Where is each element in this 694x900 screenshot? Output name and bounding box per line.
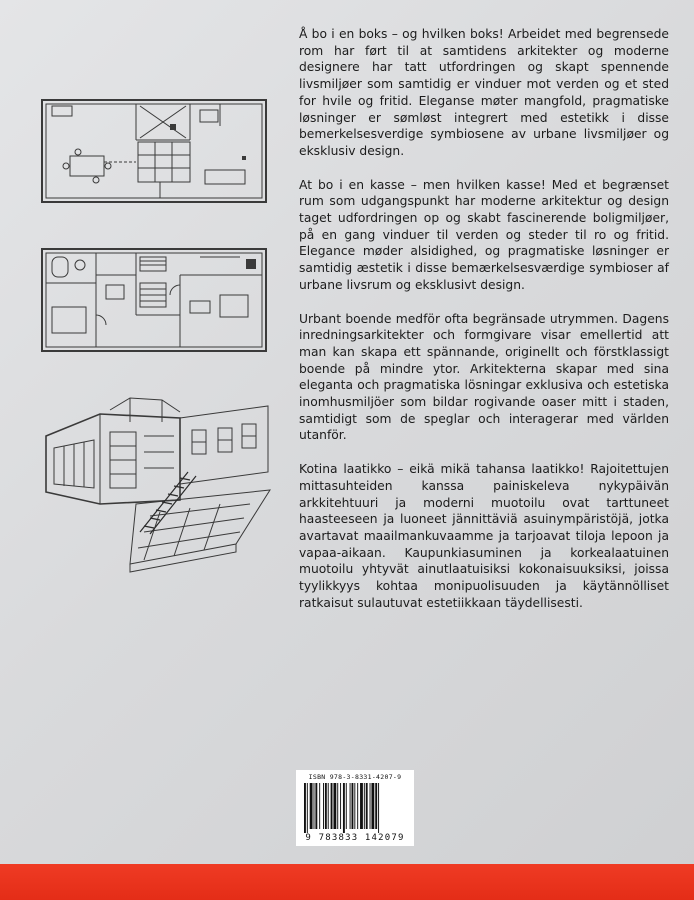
blurb-paragraph-swedish: Urbant boende medför ofta begränsade utrymmen. Dagens inredningsarkitekter och formgivare visar emellertid att man kan skapa ett spännande, originellt och förstklassigt boende på mindre ytor. Arkitekterna skapar med sina eleganta och pragmatiska lösningar exklusiva och estetiska inomhusmiljöer som bildar rogivande oaser mitt i staden, samtidigt som de speglar och interagerar med världen utanför. (299, 311, 669, 443)
blurb-paragraph-danish: At bo i en kasse – men hvilken kasse! Med et begrænset rum som udgangspunkt har moderne arkitektur og design taget udfordringen op og skabt fascinerende boligmiljøer, på en gang vinduer til verden og steder til ro og fritid. Elegance møder alsidighed, og pragmatiske løsninger er samtidig æstetik i disse bemærkelsesværdige symbioser af urbane livsrum og eksklusivt design. (299, 177, 669, 292)
blurb-paragraph-finnish: Kotina laatikko – eikä mikä tahansa laatikko! Rajoitettujen mittasuhteiden kanssa painiskeleva nykypäivän arkkitehtuuri ja moderni muotoilu ovat tarttuneet haasteeseen ja luoneet jännittäviä asuinympäristöjä, jotka avartavat maailmankuvaamme ja tarjoavat tiloja lepoon ja vapaa-aikaan. Kaupunkiasuminen ja korkealaatuinen muotoilu yhtyvät ainutlaatuisiksi kokonaisuuksiksi, joissa tyylikkyys kohtaa monipuolisuuden ja käytännölliset ratkaisut sulautuvat estetiikkaan täydellisesti. (299, 462, 669, 610)
floor-plan-illustration-top (40, 96, 268, 206)
isometric-section-illustration (40, 392, 280, 576)
blurb-text-column (299, 26, 669, 629)
blurb-paragraph-norwegian: Å bo i en boks – og hvilken boks! Arbeidet med begrensede rom har ført til at samtidens arkitekter og moderne designere har tatt utfordringen og skapt spennende livsmiljøer som samtidig er vinduer mot verden og et sted for hvile og fritid. Eleganse møter mangfold, pragmatiske løsninger er sømløst integrert med estetikk i disse bemerkelsesverdige symbiosene av urbane livsmiljøer og eksklusiv design. (299, 27, 669, 158)
floor-plan-illustration-middle (40, 245, 268, 355)
isbn-label: ISBN 978-3-8331-4207-9 (308, 773, 402, 781)
barcode-digits: 9 783833 142079 (305, 833, 405, 843)
red-bottom-band (0, 864, 694, 900)
barcode-bars (304, 783, 406, 833)
isbn-barcode (296, 770, 414, 846)
